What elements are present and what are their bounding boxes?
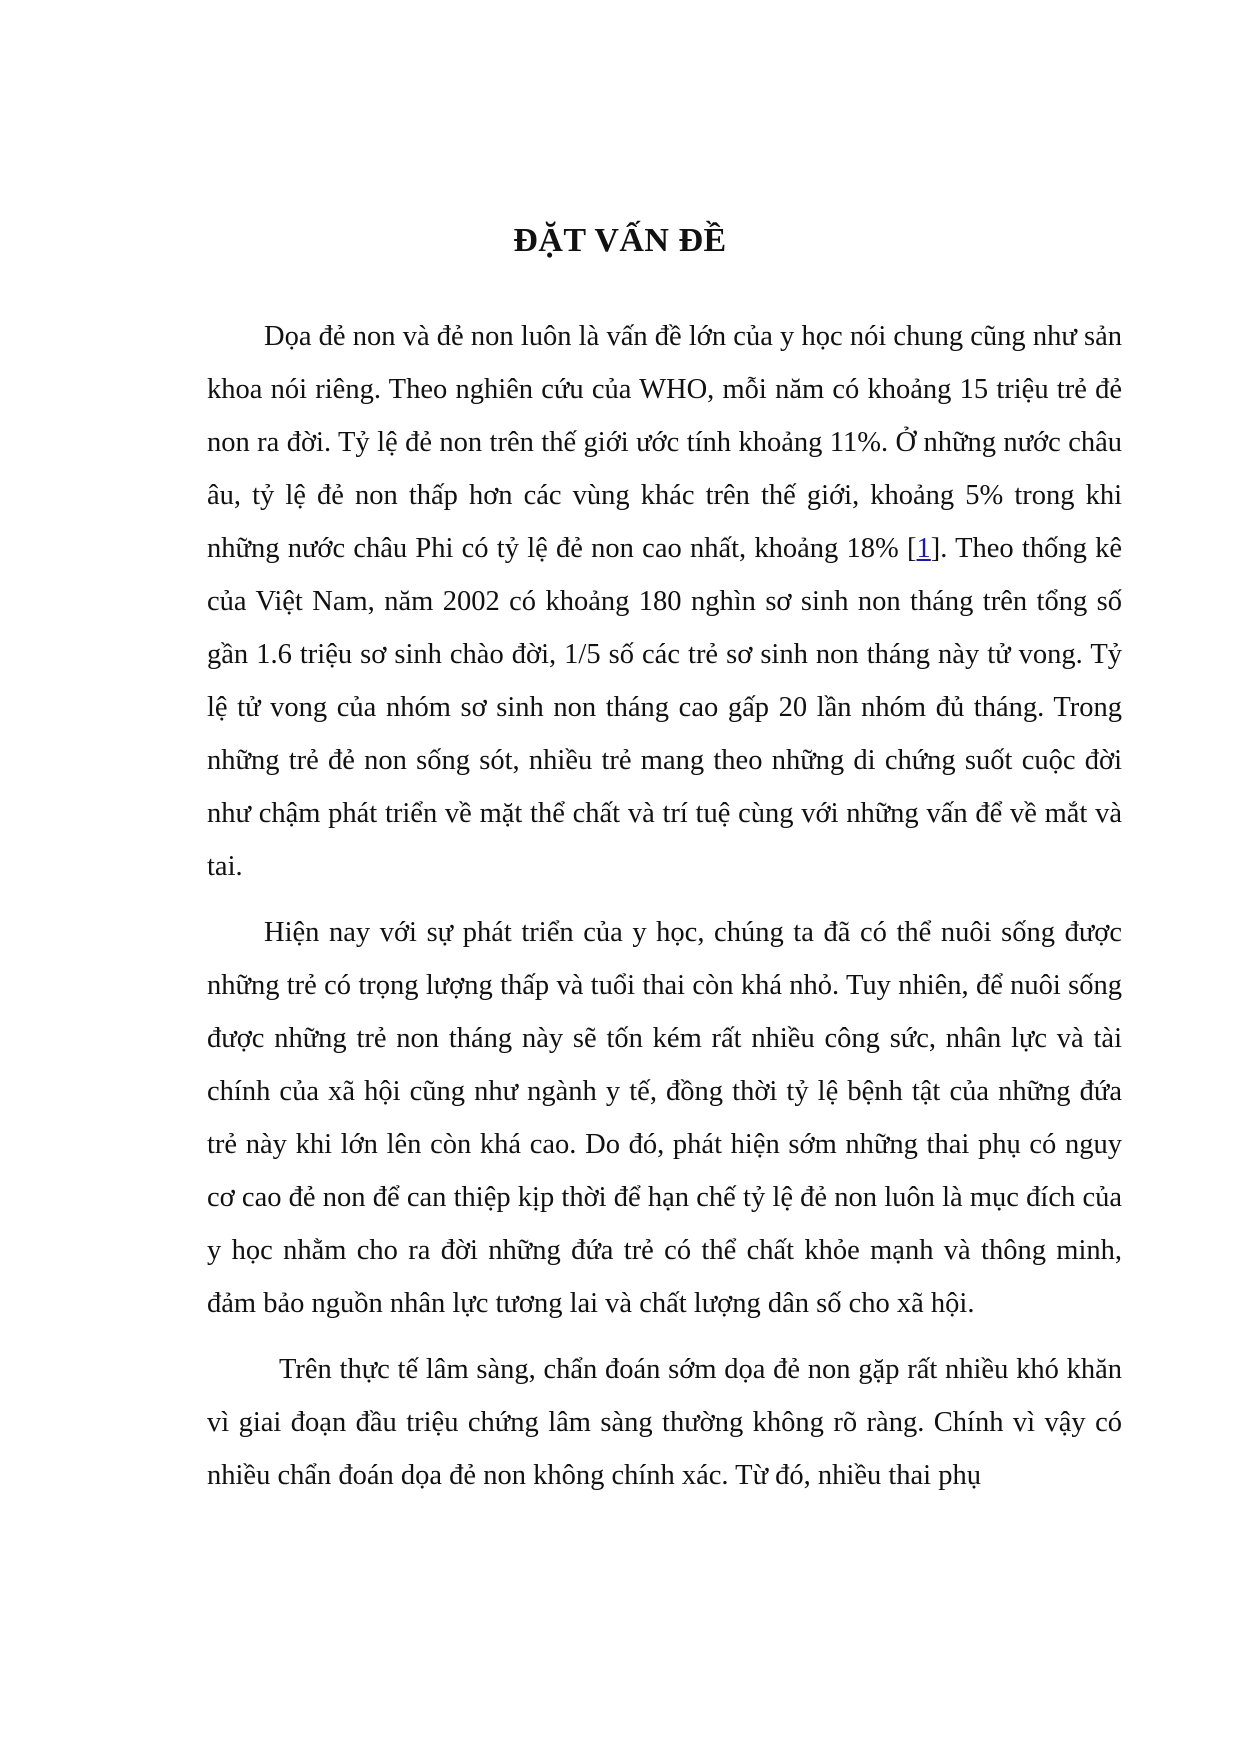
paragraph-3: Trên thực tế lâm sàng, chẩn đoán sớm dọa đẻ non gặp rất nhiều khó khăn vì giai đoạn đầu triệu chứng lâm sàng thường không rõ ràng. Chính vì vậy có nhiều chẩn đoán dọa đẻ non không chính xác. Từ đó, nhiều thai phụ	[207, 1354, 1122, 1491]
reference-link-1[interactable]: 1	[916, 533, 931, 564]
paragraph-2: Hiện nay với sự phát triển của y học, chúng ta đã có thể nuôi sống được những trẻ có trọng lượng thấp và tuổi thai còn khá nhỏ. Tuy nhiên, để nuôi sống được những trẻ non tháng này sẽ tốn kém rất nhiều công sức, nhân lực và tài chính của xã hội cũng như ngành y tế, đồng thời tỷ lệ bệnh tật của những đứa trẻ này khi lớn lên còn khá cao. Do đó, phát hiện sớm những thai phụ có nguy cơ cao đẻ non để can thiệp kịp thời để hạn chế tỷ lệ đẻ non luôn là mục đích của y học nhằm cho ra đời những đứa trẻ có thể chất khỏe mạnh và thông minh, đảm bảo nguồn nhân lực tương lai và chất lượng dân số cho xã hội.	[207, 917, 1122, 1319]
paragraph-1	[207, 310, 1122, 893]
document-body	[207, 310, 1122, 1502]
page-title: ĐẶT VẤN ĐỀ	[513, 222, 727, 259]
paragraph-1-text-end: ]. Theo thống kê của Việt Nam, năm 2002 có khoảng 180 nghìn sơ sinh non tháng trên tổng số gần 1.6 triệu sơ sinh chào đời, 1/5 số các trẻ sơ sinh non tháng này tử vong. Tỷ lệ tử vong của nhóm sơ sinh non tháng cao gấp 20 lần nhóm đủ tháng. Trong những trẻ đẻ non sống sót, nhiều trẻ mang theo những di chứng suốt cuộc đời như chậm phát triển về mặt thể chất và trí tuệ cùng với những vấn để về mắt và tai.	[207, 533, 1122, 882]
paragraph-1-text-start: Dọa đẻ non và đẻ non luôn là vấn đề lớn của y học nói chung cũng như sản khoa nói riêng. Theo nghiên cứu của WHO, mỗi năm có khoảng 15 triệu trẻ đẻ non ra đời. Tỷ lệ đẻ non trên thế giới ước tính khoảng 11%. Ở những nước châu âu, tỷ lệ đẻ non thấp hơn các vùng khác trên thế giới, khoảng 5% trong khi những nước châu Phi có tỷ lệ đẻ non cao nhất, khoảng 18% [	[207, 321, 1122, 564]
